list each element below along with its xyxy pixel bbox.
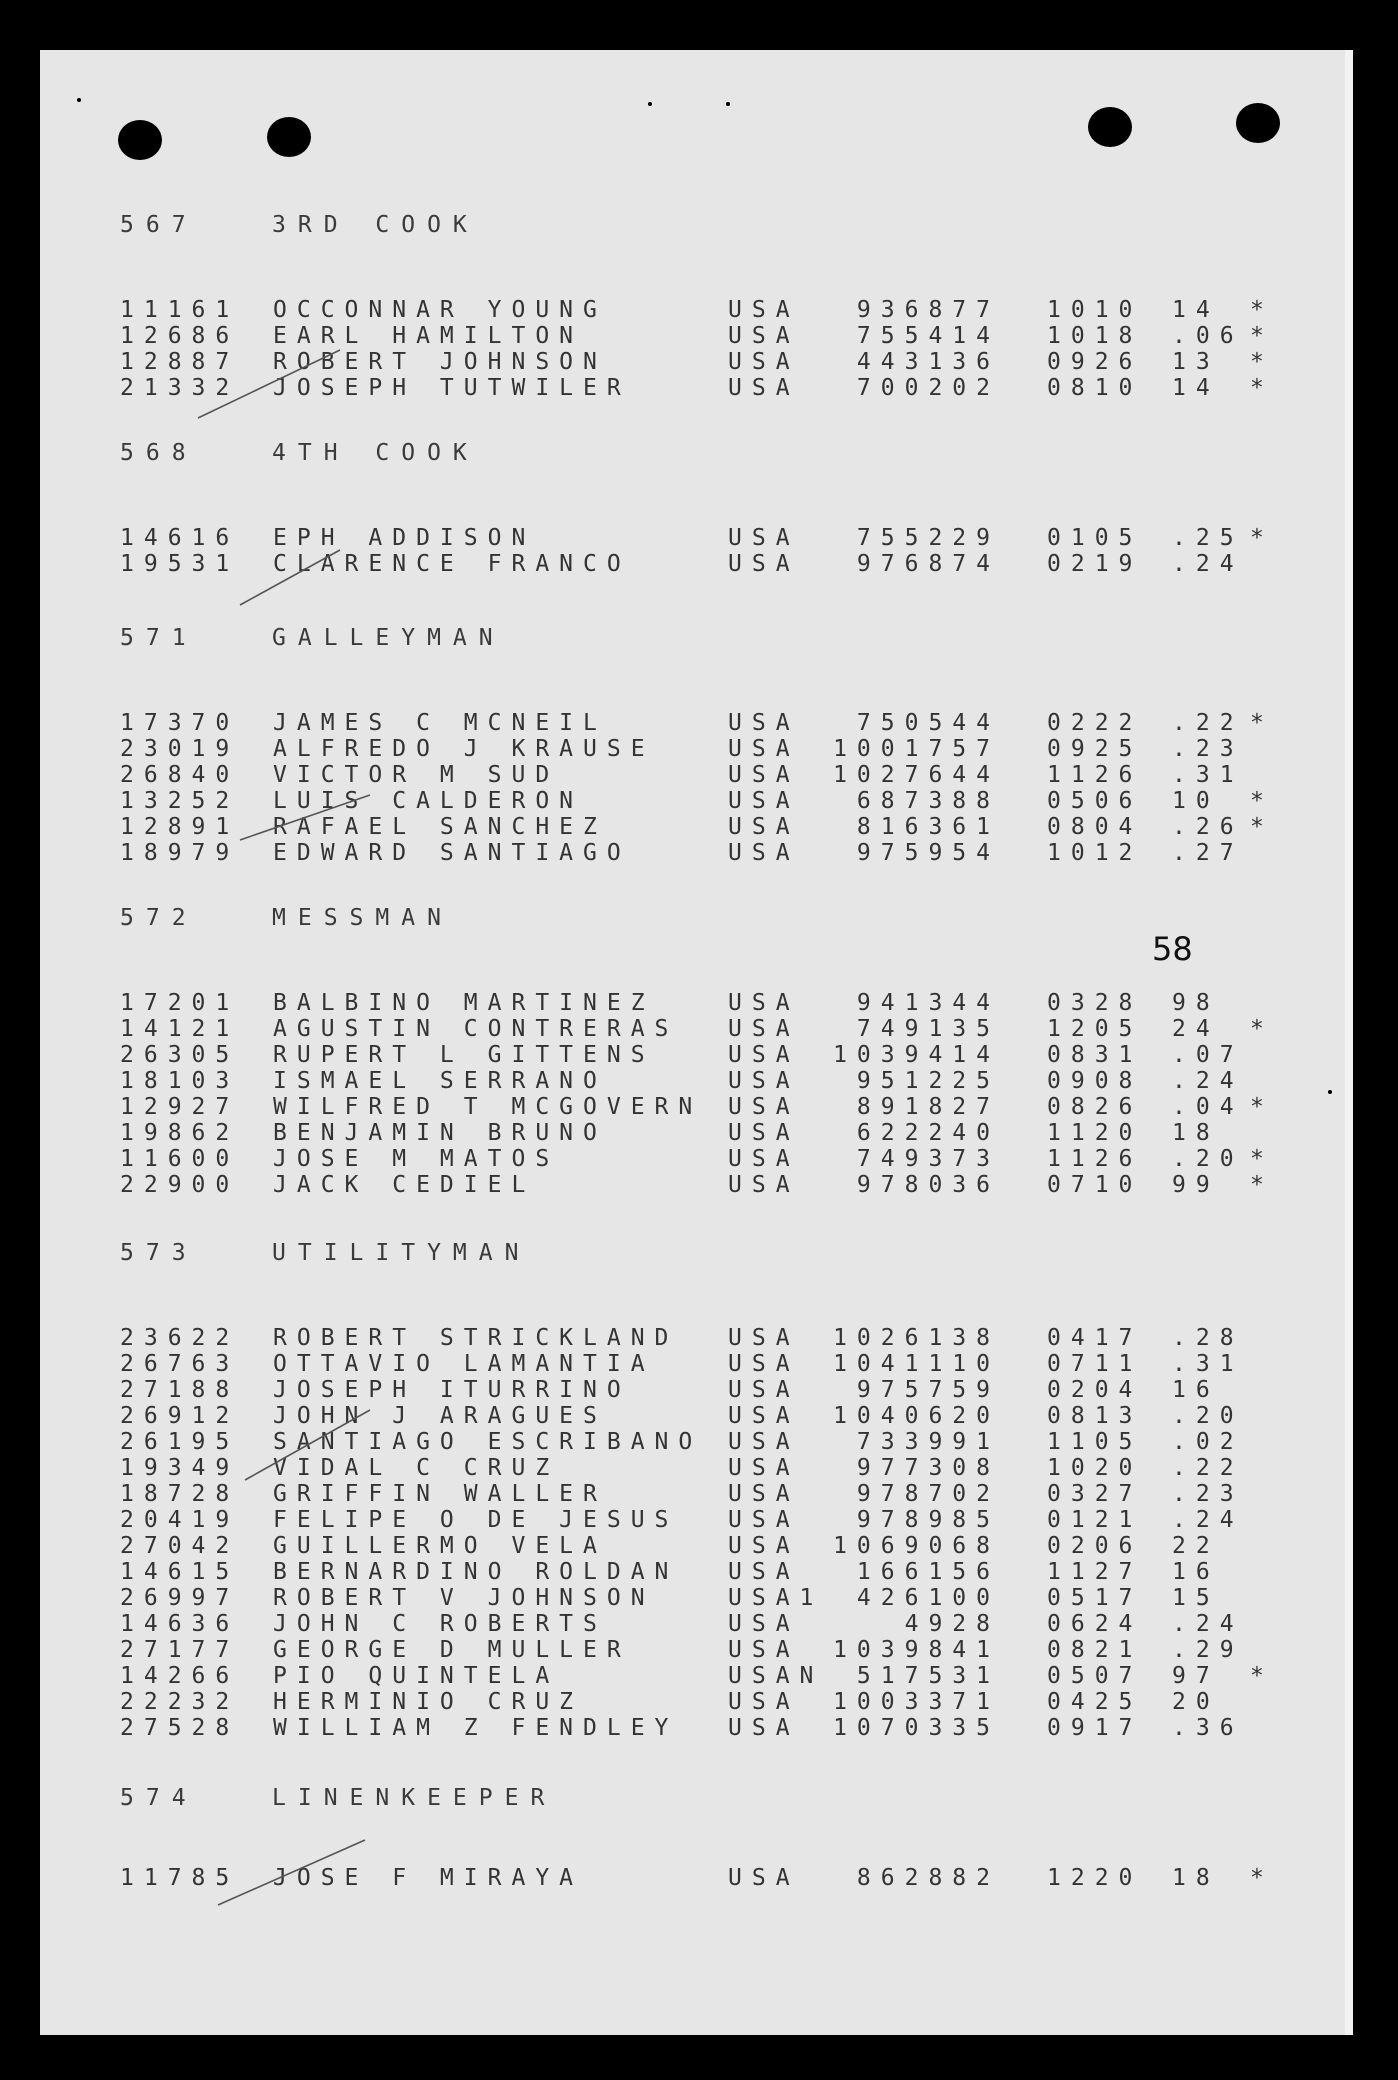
nationality: USA [728, 297, 800, 323]
crew-id: 19531 [120, 551, 240, 577]
nationality: USA [728, 1715, 800, 1741]
document-number: 978702 [856, 1481, 1000, 1507]
document-number: 1040620 [833, 1403, 1000, 1429]
nationality: USA [728, 762, 800, 788]
nationality: USA [728, 1865, 800, 1891]
document-number: 976874 [856, 551, 1000, 577]
crew-id: 22900 [120, 1172, 240, 1198]
crew-row [120, 375, 1300, 401]
nationality: USA [728, 788, 800, 814]
date-code: 0507 [1047, 1663, 1143, 1689]
crew-row [120, 1715, 1300, 1741]
crew-row [120, 1120, 1300, 1146]
document-number: 733991 [856, 1429, 1000, 1455]
crew-name: WILFRED T MCGOVERN [273, 1094, 703, 1120]
value-code: .22 [1172, 1455, 1244, 1481]
crew-id: 14615 [120, 1559, 240, 1585]
crew-id: 26195 [120, 1429, 240, 1455]
nationality: USA [728, 1042, 800, 1068]
crew-id: 26305 [120, 1042, 240, 1068]
date-code: 0917 [1047, 1715, 1143, 1741]
crew-name: OTTAVIO LAMANTIA [273, 1351, 655, 1377]
crew-row [120, 990, 1300, 1016]
date-code: 0206 [1047, 1533, 1143, 1559]
value-code: .23 [1172, 1481, 1244, 1507]
date-code: 0908 [1047, 1068, 1143, 1094]
date-code: 0506 [1047, 788, 1143, 814]
crew-id: 21332 [120, 375, 240, 401]
flag-mark: * [1250, 349, 1274, 375]
document-number: 443136 [856, 349, 1000, 375]
date-code: 1120 [1047, 1120, 1143, 1146]
nationality: USA [728, 1120, 800, 1146]
document-number: 4928 [904, 1611, 1000, 1637]
crew-name: EPH ADDISON [273, 525, 536, 551]
crew-id: 17201 [120, 990, 240, 1016]
document-number: 1070335 [833, 1715, 1000, 1741]
crew-name: RUPERT L GITTENS [273, 1042, 655, 1068]
nationality: USA [728, 1533, 800, 1559]
section-code: 574 [120, 1785, 198, 1811]
flag-mark: * [1250, 710, 1274, 736]
crew-name: JOSEPH TUTWILER [273, 375, 631, 401]
crew-id: 18728 [120, 1481, 240, 1507]
date-code: 0810 [1047, 375, 1143, 401]
crew-id: 27528 [120, 1715, 240, 1741]
date-code: 1126 [1047, 1146, 1143, 1172]
crew-row [120, 525, 1300, 551]
crew-name: JAMES C MCNEIL [273, 710, 607, 736]
nationality: USA [728, 1351, 800, 1377]
crew-row [120, 1172, 1300, 1198]
value-code: .24 [1172, 1611, 1244, 1637]
flag-mark: * [1250, 1146, 1274, 1172]
ledger-page [40, 50, 1353, 2035]
crew-row [120, 1689, 1300, 1715]
date-code: 0327 [1047, 1481, 1143, 1507]
flag-mark: * [1250, 1865, 1274, 1891]
date-code: 0826 [1047, 1094, 1143, 1120]
crew-name: ROBERT V JOHNSON [273, 1585, 655, 1611]
date-code: 0219 [1047, 551, 1143, 577]
value-code: 20 [1172, 1689, 1220, 1715]
date-code: 1010 [1047, 297, 1143, 323]
document-number: 755414 [856, 323, 1000, 349]
nationality: USAN [728, 1663, 824, 1689]
value-code: .20 [1172, 1146, 1244, 1172]
flag-mark: * [1250, 788, 1274, 814]
value-code: .24 [1172, 551, 1244, 577]
value-code: .29 [1172, 1637, 1244, 1663]
flag-mark: * [1250, 297, 1274, 323]
document-number: 977308 [856, 1455, 1000, 1481]
date-code: 0710 [1047, 1172, 1143, 1198]
flag-mark: * [1250, 1016, 1274, 1042]
crew-row [120, 1507, 1300, 1533]
document-number: 749135 [856, 1016, 1000, 1042]
crew-name: GEORGE D MULLER [273, 1637, 631, 1663]
nationality: USA [728, 736, 800, 762]
date-code: 0121 [1047, 1507, 1143, 1533]
crew-id: 19349 [120, 1455, 240, 1481]
value-code: 16 [1172, 1559, 1220, 1585]
crew-name: JOHN C ROBERTS [273, 1611, 607, 1637]
crew-name: JOSEPH ITURRINO [273, 1377, 631, 1403]
value-code: .02 [1172, 1429, 1244, 1455]
crew-id: 26763 [120, 1351, 240, 1377]
date-code: 0925 [1047, 736, 1143, 762]
flag-mark: * [1250, 1172, 1274, 1198]
date-code: 0813 [1047, 1403, 1143, 1429]
date-code: 1105 [1047, 1429, 1143, 1455]
crew-name: SANTIAGO ESCRIBANO [273, 1429, 703, 1455]
crew-row [120, 1016, 1300, 1042]
crew-name: WILLIAM Z FENDLEY [273, 1715, 679, 1741]
crew-name: JOHN J ARAGUES [273, 1403, 607, 1429]
crew-row [120, 1559, 1300, 1585]
value-code: .07 [1172, 1042, 1244, 1068]
document-number: 978036 [856, 1172, 1000, 1198]
crew-row [120, 1663, 1300, 1689]
value-code: .04 [1172, 1094, 1244, 1120]
date-code: 0328 [1047, 990, 1143, 1016]
crew-row [120, 1094, 1300, 1120]
crew-row [120, 1481, 1300, 1507]
crew-row [120, 1068, 1300, 1094]
crew-name: HERMINIO CRUZ [273, 1689, 584, 1715]
value-code: 14 [1172, 375, 1220, 401]
crew-name: ISMAEL SERRANO [273, 1068, 607, 1094]
nationality: USA [728, 1146, 800, 1172]
value-code: 18 [1172, 1865, 1220, 1891]
crew-row [120, 814, 1300, 840]
document-number: 750544 [856, 710, 1000, 736]
document-number: 951225 [856, 1068, 1000, 1094]
flag-mark: * [1250, 375, 1274, 401]
crew-row [120, 788, 1300, 814]
crew-name: ALFREDO J KRAUSE [273, 736, 655, 762]
date-code: 0926 [1047, 349, 1143, 375]
section-code: 571 [120, 625, 198, 651]
crew-id: 14266 [120, 1663, 240, 1689]
value-code: 98 [1172, 990, 1220, 1016]
date-code: 1205 [1047, 1016, 1143, 1042]
flag-mark: * [1250, 1663, 1274, 1689]
crew-id: 26840 [120, 762, 240, 788]
section-code: 568 [120, 440, 198, 466]
flag-mark: * [1250, 525, 1274, 551]
document-number: 816361 [856, 814, 1000, 840]
crew-name: JOSE F MIRAYA [273, 1865, 584, 1891]
punch-hole [1088, 107, 1132, 147]
crew-id: 17370 [120, 710, 240, 736]
value-code: .36 [1172, 1715, 1244, 1741]
value-code: 15 [1172, 1585, 1220, 1611]
crew-name: ROBERT STRICKLAND [273, 1325, 679, 1351]
document-number: 1001757 [833, 736, 1000, 762]
crew-row [120, 840, 1300, 866]
crew-name: CLARENCE FRANCO [273, 551, 631, 577]
document-number: 1003371 [833, 1689, 1000, 1715]
crew-row [120, 1611, 1300, 1637]
date-code: 1126 [1047, 762, 1143, 788]
crew-id: 14616 [120, 525, 240, 551]
value-code: .22 [1172, 710, 1244, 736]
nationality: USA [728, 1559, 800, 1585]
value-code: .23 [1172, 736, 1244, 762]
crew-name: RAFAEL SANCHEZ [273, 814, 607, 840]
nationality: USA [728, 1455, 800, 1481]
crew-row [120, 1455, 1300, 1481]
section-code: 573 [120, 1240, 198, 1266]
crew-id: 12887 [120, 349, 240, 375]
date-code: 0517 [1047, 1585, 1143, 1611]
nationality: USA [728, 1016, 800, 1042]
date-code: 0417 [1047, 1325, 1143, 1351]
flag-mark: * [1250, 323, 1274, 349]
nationality: USA [728, 1377, 800, 1403]
document-number: 862882 [856, 1865, 1000, 1891]
crew-row [120, 1377, 1300, 1403]
document-number: 426100 [856, 1585, 1000, 1611]
section-title: GALLEYMAN [272, 625, 505, 651]
nationality: USA [728, 349, 800, 375]
document-number: 1069068 [833, 1533, 1000, 1559]
document-number: 749373 [856, 1146, 1000, 1172]
value-code: 99 [1172, 1172, 1220, 1198]
nationality: USA [728, 1637, 800, 1663]
date-code: 0222 [1047, 710, 1143, 736]
crew-row [120, 710, 1300, 736]
value-code: 18 [1172, 1120, 1220, 1146]
crew-name: BENJAMIN BRUNO [273, 1120, 607, 1146]
crew-name: JOSE M MATOS [273, 1146, 560, 1172]
nationality: USA [728, 710, 800, 736]
crew-id: 18979 [120, 840, 240, 866]
crew-row [120, 1533, 1300, 1559]
crew-id: 26997 [120, 1585, 240, 1611]
crew-id: 12927 [120, 1094, 240, 1120]
document-number: 622240 [856, 1120, 1000, 1146]
document-number: 755229 [856, 525, 1000, 551]
crew-row [120, 762, 1300, 788]
crew-name: ROBERT JOHNSON [273, 349, 607, 375]
document-number: 936877 [856, 297, 1000, 323]
crew-row [120, 323, 1300, 349]
punch-hole [118, 120, 162, 160]
crew-name: VICTOR M SUD [273, 762, 560, 788]
crew-id: 27188 [120, 1377, 240, 1403]
document-number: 978985 [856, 1507, 1000, 1533]
section-code: 572 [120, 905, 198, 931]
crew-name: GRIFFIN WALLER [273, 1481, 607, 1507]
section-title: 4TH COOK [272, 440, 479, 466]
nationality: USA [728, 990, 800, 1016]
crew-id: 22232 [120, 1689, 240, 1715]
date-code: 0105 [1047, 525, 1143, 551]
speck [77, 98, 81, 102]
document-number: 687388 [856, 788, 1000, 814]
crew-row [120, 551, 1300, 577]
nationality: USA [728, 1429, 800, 1455]
crew-name: EDWARD SANTIAGO [273, 840, 631, 866]
crew-name: EARL HAMILTON [273, 323, 584, 349]
document-number: 1026138 [833, 1325, 1000, 1351]
crew-id: 13252 [120, 788, 240, 814]
value-code: .25 [1172, 525, 1244, 551]
crew-id: 27042 [120, 1533, 240, 1559]
date-code: 1220 [1047, 1865, 1143, 1891]
nationality: USA [728, 1172, 800, 1198]
crew-id: 11161 [120, 297, 240, 323]
value-code: .28 [1172, 1325, 1244, 1351]
document-number: 941344 [856, 990, 1000, 1016]
date-code: 1020 [1047, 1455, 1143, 1481]
punch-hole [267, 117, 311, 157]
nationality: USA [728, 1611, 800, 1637]
value-code: .27 [1172, 840, 1244, 866]
crew-id: 19862 [120, 1120, 240, 1146]
value-code: 24 [1172, 1016, 1220, 1042]
nationality: USA [728, 1507, 800, 1533]
crew-id: 12891 [120, 814, 240, 840]
nationality: USA [728, 551, 800, 577]
punch-hole [1236, 103, 1280, 143]
date-code: 0831 [1047, 1042, 1143, 1068]
date-code: 0821 [1047, 1637, 1143, 1663]
value-code: 22 [1172, 1533, 1220, 1559]
speck [1328, 1090, 1332, 1094]
crew-row [120, 1429, 1300, 1455]
crew-name: BERNARDINO ROLDAN [273, 1559, 679, 1585]
crew-id: 11785 [120, 1865, 240, 1891]
date-code: 0711 [1047, 1351, 1143, 1377]
crew-row [120, 349, 1300, 375]
nationality: USA [728, 1068, 800, 1094]
crew-name: GUILLERMO VELA [273, 1533, 607, 1559]
speck [726, 102, 730, 106]
crew-row [120, 1403, 1300, 1429]
nationality: USA [728, 814, 800, 840]
crew-name: BALBINO MARTINEZ [273, 990, 655, 1016]
nationality: USA1 [728, 1585, 824, 1611]
crew-id: 20419 [120, 1507, 240, 1533]
document-number: 891827 [856, 1094, 1000, 1120]
document-number: 975759 [856, 1377, 1000, 1403]
crew-id: 11600 [120, 1146, 240, 1172]
date-code: 0425 [1047, 1689, 1143, 1715]
crew-id: 12686 [120, 323, 240, 349]
value-code: 16 [1172, 1377, 1220, 1403]
date-code: 1127 [1047, 1559, 1143, 1585]
crew-row [120, 1637, 1300, 1663]
crew-id: 14636 [120, 1611, 240, 1637]
document-number: 166156 [856, 1559, 1000, 1585]
crew-row [120, 1146, 1300, 1172]
section-title: 3RD COOK [272, 212, 479, 238]
crew-id: 14121 [120, 1016, 240, 1042]
value-code: 10 [1172, 788, 1220, 814]
section-title: UTILITYMAN [272, 1240, 531, 1266]
nationality: USA [728, 323, 800, 349]
nationality: USA [728, 525, 800, 551]
date-code: 0624 [1047, 1611, 1143, 1637]
flag-mark: * [1250, 814, 1274, 840]
crew-name: PIO QUINTELA [273, 1663, 560, 1689]
document-number: 1039841 [833, 1637, 1000, 1663]
document-number: 1041110 [833, 1351, 1000, 1377]
crew-row [120, 736, 1300, 762]
speck [648, 102, 652, 106]
date-code: 0804 [1047, 814, 1143, 840]
crew-name: VIDAL C CRUZ [273, 1455, 560, 1481]
nationality: USA [728, 1094, 800, 1120]
value-code: 13 [1172, 349, 1220, 375]
date-code: 1012 [1047, 840, 1143, 866]
crew-name: AGUSTIN CONTRERAS [273, 1016, 679, 1042]
crew-name: FELIPE O DE JESUS [273, 1507, 679, 1533]
crew-id: 18103 [120, 1068, 240, 1094]
crew-row [120, 1042, 1300, 1068]
crew-row [120, 1351, 1300, 1377]
section-code: 567 [120, 212, 198, 238]
date-code: 1018 [1047, 323, 1143, 349]
crew-row [120, 297, 1300, 323]
value-code: .31 [1172, 762, 1244, 788]
crew-name: LUIS CALDERON [273, 788, 584, 814]
value-code: .24 [1172, 1068, 1244, 1094]
crew-id: 23019 [120, 736, 240, 762]
nationality: USA [728, 1403, 800, 1429]
section-title: MESSMAN [272, 905, 453, 931]
value-code: 14 [1172, 297, 1220, 323]
flag-mark: * [1250, 1094, 1274, 1120]
value-code: .20 [1172, 1403, 1244, 1429]
document-number: 1027644 [833, 762, 1000, 788]
document-number: 517531 [856, 1663, 1000, 1689]
nationality: USA [728, 1689, 800, 1715]
section-title: LINENKEEPER [272, 1785, 557, 1811]
page-number: 58 [1152, 930, 1193, 968]
value-code: .31 [1172, 1351, 1244, 1377]
crew-row [120, 1325, 1300, 1351]
document-number: 975954 [856, 840, 1000, 866]
crew-row [120, 1865, 1300, 1891]
value-code: .24 [1172, 1507, 1244, 1533]
nationality: USA [728, 1481, 800, 1507]
value-code: .06 [1172, 323, 1244, 349]
date-code: 0204 [1047, 1377, 1143, 1403]
nationality: USA [728, 375, 800, 401]
crew-row [120, 1585, 1300, 1611]
crew-id: 27177 [120, 1637, 240, 1663]
nationality: USA [728, 1325, 800, 1351]
value-code: 97 [1172, 1663, 1220, 1689]
crew-name: OCCONNAR YOUNG [273, 297, 607, 323]
nationality: USA [728, 840, 800, 866]
document-number: 700202 [856, 375, 1000, 401]
value-code: .26 [1172, 814, 1244, 840]
crew-name: JACK CEDIEL [273, 1172, 536, 1198]
document-number: 1039414 [833, 1042, 1000, 1068]
crew-id: 23622 [120, 1325, 240, 1351]
crew-id: 26912 [120, 1403, 240, 1429]
